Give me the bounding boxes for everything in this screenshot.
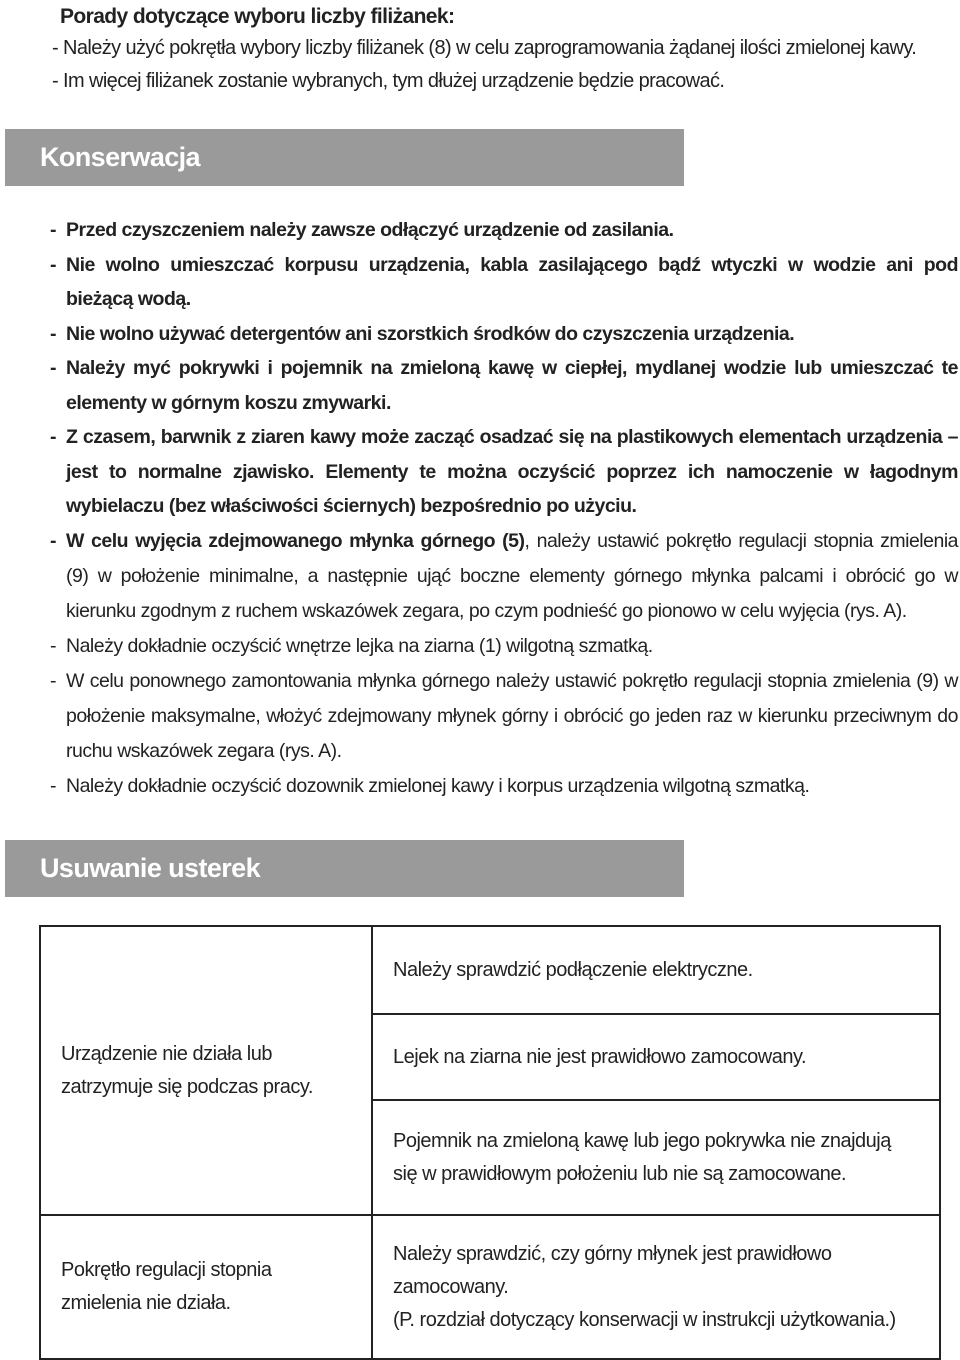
list-item: - Nie wolno umieszczać korpusu urządzenia, kabla zasilającego bądź wtyczki w wodzie ani pod bieżącą wodą.: [50, 253, 958, 310]
list-item: - Z czasem, barwnik z ziaren kawy może zacząć osadzać się na plastikowych elementach urządzenia – jest to normalne zjawisko. Elementy te można oczyścić poprzez ich namoczenie w łagodnym wybielaczu (bez właściwości ściernych) bezpośrednio po użyciu.: [50, 426, 958, 517]
problem-cell: Urządzenie nie działa lub zatrzymuje się podczas pracy.: [40, 926, 372, 1215]
item-text: Przed czyszczeniem należy zawsze odłączyć urządzenie od zasilania.: [66, 219, 674, 241]
maintenance-list: [50, 213, 958, 804]
solution-cell: Pojemnik na zmieloną kawę lub jego pokrywka nie znajdują się w prawidłowym położeniu lub nie są zamocowane.: [372, 1100, 940, 1215]
tips-title: Porady dotyczące wyboru liczby filiżanek:: [60, 5, 455, 28]
table-row: [40, 926, 940, 1014]
tips-line: - Należy użyć pokrętła wybory liczby filiżanek (8) w celu zaprogramowania żądanej ilości zmielonej kawy.: [52, 37, 917, 59]
item-text: Należy myć pokrywki i pojemnik na zmieloną kawę w ciepłej, mydlanej wodzie lub umieszczać te elementy w górnym koszu zmywarki.: [66, 357, 958, 414]
troubleshooting-heading: Usuwanie usterek: [5, 840, 684, 897]
item-text: Należy dokładnie oczyścić dozownik zmielonej kawy i korpus urządzenia wilgotną szmatką.: [66, 774, 810, 797]
list-item: - Nie wolno używać detergentów ani szorstkich środków do czyszczenia urządzenia.: [50, 322, 795, 345]
item-lead: W celu wyjęcia zdejmowanego młynka górnego (5): [66, 529, 525, 552]
list-item: - Przed czyszczeniem należy zawsze odłączyć urządzenie od zasilania.: [50, 219, 674, 241]
item-text: Z czasem, barwnik z ziaren kawy może zacząć osadzać się na plastikowych elementach urządzenia – jest to normalne zjawisko. Elementy te można oczyścić poprzez ich namoczenie w łagodnym wybielaczu (bez właściwości ściernych) bezpośrednio po użyciu.: [66, 426, 958, 517]
maintenance-heading: Konserwacja: [5, 129, 684, 186]
item-text: W celu ponownego zamontowania młynka górnego należy ustawić pokrętło regulacji stopnia zmielenia (9) w położenie maksymalne, włożyć zdejmowany młynek górny i obrócić go jeden raz w kierunku przeciwnym do ruchu wskazówek zegara (rys. A).: [66, 669, 958, 762]
list-item: - Należy dokładnie oczyścić wnętrze lejka na ziarna (1) wilgotną szmatką.: [50, 634, 653, 657]
list-item: - Należy dokładnie oczyścić dozownik zmielonej kawy i korpus urządzenia wilgotną szmatką.: [50, 774, 810, 797]
solution-cell: [372, 1215, 940, 1359]
list-item: - W celu wyjęcia zdejmowanego młynka górnego (5), należy ustawić pokrętło regulacji stopnia zmielenia (9) w położenie minimalne, a następnie ująć boczne elementy górnego młynka palcami i obrócić go w kierunku zgodnym z ruchem wskazówek zegara, po czym podnieść go pionowo w celu wyjęcia (rys. A).: [50, 529, 959, 622]
item-text: Nie wolno używać detergentów ani szorstkich środków do czyszczenia urządzenia.: [66, 322, 795, 345]
item-text: Należy dokładnie oczyścić wnętrze lejka na ziarna (1) wilgotną szmatką.: [66, 634, 653, 657]
cup-tips-section: [52, 2, 942, 98]
solution-note: (P. rozdział dotyczący konserwacji w instrukcji użytkowania.): [393, 1308, 896, 1331]
troubleshooting-table: [39, 925, 941, 1360]
tips-line: - Im więcej filiżanek zostanie wybranych, tym dłużej urządzenie będzie pracować.: [52, 70, 725, 92]
item-text: , należy ustawić pokrętło regulacji stopnia zmielenia (9) w położenie minimalne, a następnie ująć boczne elementy górnego młynka palcami i obrócić go w kierunku zgodnym z ruchem wskazówek zegara, po czym podnieść go pionowo w celu wyjęcia (rys. A).: [66, 529, 959, 622]
list-item: - W celu ponownego zamontowania młynka górnego należy ustawić pokrętło regulacji stopnia zmielenia (9) w położenie maksymalne, włożyć zdejmowany młynek górny i obrócić go jeden raz w kierunku przeciwnym do ruchu wskazówek zegara (rys. A).: [50, 669, 958, 762]
solution-text: Należy sprawdzić, czy górny młynek jest prawidłowo zamocowany.: [393, 1242, 832, 1298]
item-text: Nie wolno umieszczać korpusu urządzenia, kabla zasilającego bądź wtyczki w wodzie ani pod bieżącą wodą.: [66, 253, 958, 310]
list-item: - Należy myć pokrywki i pojemnik na zmieloną kawę w ciepłej, mydlanej wodzie lub umieszczać te elementy w górnym koszu zmywarki.: [50, 357, 958, 414]
solution-cell: Należy sprawdzić podłączenie elektryczne.: [372, 926, 940, 1014]
solution-cell: Lejek na ziarna nie jest prawidłowo zamocowany.: [372, 1014, 940, 1100]
table-row: [40, 1215, 940, 1359]
problem-cell: Pokrętło regulacji stopnia zmielenia nie działa.: [40, 1215, 372, 1359]
